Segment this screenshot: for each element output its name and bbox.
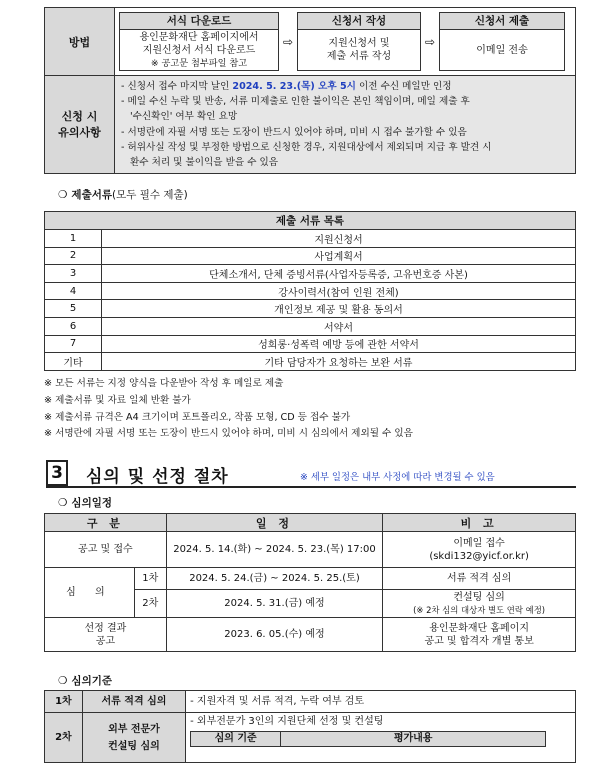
step-title: 신청서 작성: [298, 13, 420, 30]
review-schedule-table: [44, 513, 576, 652]
table-row: 선정 결과 공고 2023. 6. 05.(수) 예정 용인문화재단 홈페이지 공고 및 합격자 개별 통보: [45, 618, 576, 652]
note-line: - 허위사실 작성 및 부정한 방법으로 신청한 경우, 지원대상에서 제외되며 지급 후 발견 시: [121, 141, 492, 153]
notes-label: 신청 시 유의사항: [45, 76, 115, 174]
circle-bullet-icon: ❍: [58, 675, 68, 687]
method-label: 방법: [45, 8, 115, 76]
remark-line: ※ 모든 서류는 지정 양식을 다운받아 작성 후 메일로 제출: [44, 378, 284, 389]
table-row: 공고 및 접수 2024. 5. 14.(화) ~ 2024. 5. 23.(목) 17:00 이메일 접수 (skdi132@yicf.or.kr): [45, 532, 576, 568]
method-flow: [119, 12, 571, 71]
table-row: 2차 2024. 5. 31.(금) 예정 컨설팅 심의 (※ 2차 심의 대상자 별도 연락 예정): [45, 590, 576, 618]
remark-line: ※ 제출서류 규격은 A4 크기이며 포트폴리오, 작품 모형, CD 등 접수 불가: [44, 411, 351, 423]
step-line: 용인문화재단 홈페이지에서: [139, 31, 259, 43]
table-row: 4 강사이력서(참여 인원 전체): [45, 282, 576, 300]
circle-bullet-icon: ❍: [58, 497, 68, 509]
application-method-table: [44, 7, 576, 174]
note-line: '수신확인' 여부 확인 요망: [130, 111, 238, 123]
review-label: 심 의: [45, 568, 135, 618]
col-header-remarks: 비 고: [383, 514, 576, 532]
section-number: 3: [46, 460, 68, 486]
step-line: 제출 서류 작성: [326, 51, 392, 62]
schedule-heading: ❍ 심의일정: [58, 497, 112, 509]
step-title: 서식 다운로드: [120, 13, 278, 30]
submission-docs-table: [44, 211, 576, 371]
method-flow-cell: [115, 8, 576, 76]
table-row: 2 사업계획서: [45, 247, 576, 265]
col-header-schedule: 일 정: [166, 514, 382, 532]
remark-line: ※ 제출서류 및 자료 일체 반환 불가: [44, 394, 191, 406]
criteria-inner-table: 심의 기준 평가내용: [190, 731, 546, 747]
notes-cell: [115, 76, 576, 174]
table-row: 기타 기타 담당자가 요청하는 보완 서류: [45, 353, 576, 371]
docs-heading: ❍ 제출서류(모두 필수 제출): [58, 189, 188, 201]
remark-line: ※ 서명란에 자필 서명 또는 도장이 반드시 있어야 하며, 미비 시 심의에서 제외될 수 있음: [44, 428, 413, 440]
note-deadline: - 신청서 접수 마지막 날인 2024. 5. 23.(목) 오후 5시 이전 수신 메일만 인정: [121, 81, 452, 92]
col-header-category: 구 분: [45, 514, 167, 532]
note-line: - 메일 수신 누락 및 반송, 서류 미제출로 인한 불이익은 본인 책임이며, 메일 제출 후: [121, 96, 470, 108]
table-row: 7 성희롱·성폭력 예방 등에 관한 서약서: [45, 335, 576, 353]
step-download: [119, 12, 279, 71]
deadline-highlight: 2024. 5. 23.(목) 오후 5시: [232, 81, 356, 92]
circle-bullet-icon: ❍: [58, 189, 68, 201]
arrow-right-icon: ⇨: [282, 34, 294, 49]
table-row: 심 의 1차 2024. 5. 24.(금) ~ 2024. 5. 25.(토) 서류 적격 심의: [45, 568, 576, 590]
table-row: 2차 외부 전문가 컨설팅 심의 - 외부전문가 3인의 지원단체 선정 및 컨설팅 심의 기준 평가내용: [45, 713, 576, 763]
docs-table-header: 제출 서류 목록: [45, 212, 576, 230]
table-row: 5 개인정보 제공 및 활용 동의서: [45, 300, 576, 318]
section-title: 심의 및 선정 절차: [86, 467, 229, 487]
step-line: 지원신청서 및: [328, 38, 390, 49]
remarks-list: [44, 376, 413, 443]
review-criteria-table: [44, 690, 576, 763]
step-line: ※ 공고문 첨부파일 참고: [150, 57, 248, 69]
step-title: 신청서 제출: [440, 13, 564, 30]
table-row: 3 단체소개서, 단체 증빙서류(사업자등록증, 고유번호증 사본): [45, 265, 576, 283]
arrow-right-icon: ⇨: [424, 34, 436, 49]
note-line: 환수 처리 및 불이익을 받을 수 있음: [130, 157, 279, 169]
step-line: 지원신청서 서식 다운로드: [142, 44, 256, 56]
table-row: 1차 서류 적격 심의 - 지원자격 및 서류 적격, 누락 여부 검토: [45, 691, 576, 713]
step-write: [297, 12, 421, 71]
criteria-heading: ❍ 심의기준: [58, 675, 112, 687]
note-line: - 서명란에 자필 서명 또는 도장이 반드시 있어야 하며, 미비 시 접수 불가할 수 있음: [121, 126, 467, 138]
section-title-bar: [46, 460, 576, 488]
table-row: 6 서약서: [45, 317, 576, 335]
step-submit: [439, 12, 565, 71]
table-row: 1 지원신청서: [45, 230, 576, 248]
step-line: 이메일 전송: [476, 44, 528, 56]
section-note: ※ 세부 일정은 내부 사정에 따라 변경될 수 있음: [300, 472, 495, 483]
